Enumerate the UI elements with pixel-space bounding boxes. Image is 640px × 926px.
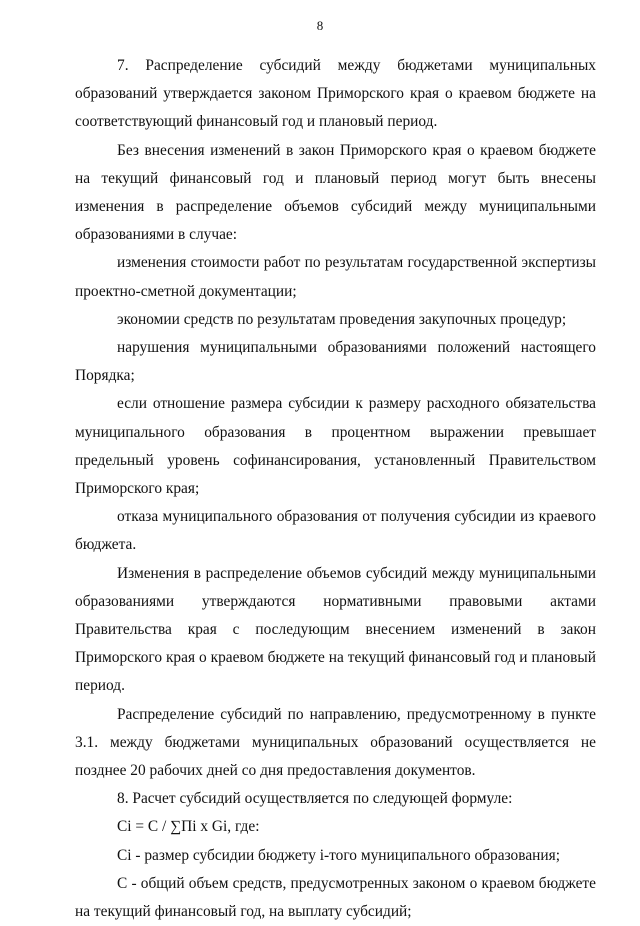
paragraph-condition-violation: нарушения муниципальными образованиями положений настоящего Порядка;: [75, 339, 596, 385]
paragraph-7-distribution: 7. Распределение субсидий между бюджетами муниципальных образований утверждается законом Приморского края о краевом бюджете на соответствующий финансовый год и плановый период.: [75, 57, 596, 131]
paragraph-changes-conditions: Без внесения изменений в закон Приморского края о краевом бюджете на текущий финансовый год и плановый период могут быть внесены изменения в распределение объемов субсидий между муниципальными образованиями в случае:: [75, 141, 596, 244]
paragraph-condition-cofinancing: если отношение размера субсидии к размеру расходного обязательства муниципального образования в процентном выражении превышает предельный уровень софинансирования, установленный Правительством Приморского края;: [75, 395, 596, 498]
paragraph-condition-savings: экономии средств по результатам проведения закупочных процедур;: [117, 310, 567, 328]
paragraph-condition-expertise: изменения стоимости работ по результатам государственной экспертизы проектно-сметной документации;: [75, 254, 596, 300]
paragraph-formula: Ci = C / ∑Пi x Gi, где:: [117, 818, 260, 836]
paragraph-changes-approval: Изменения в распределение объемов субсидий между муниципальными образованиями утверждаются нормативными правовыми актами Правительства края с последующим внесением изменений в закон Приморского края о краевом бюджете на текущий финансовый год и плановый период.: [75, 564, 596, 695]
paragraph-formula-ci: Ci - размер субсидии бюджету i-того муниципального образования;: [117, 846, 560, 864]
document-body: [75, 52, 596, 926]
paragraph-distribution-deadline: Распределение субсидий по направлению, предусмотренному в пункте 3.1. между бюджетами муниципальных образований осуществляется не позднее 20 рабочих дней со дня предоставления документов.: [75, 705, 596, 780]
paragraph-condition-refusal: отказа муниципального образования от получения субсидии из краевого бюджета.: [75, 508, 596, 554]
paragraph-8-formula-intro: 8. Расчет субсидий осуществляется по следующей формуле:: [117, 790, 513, 808]
page-number: 8: [316, 18, 324, 33]
paragraph-formula-c: С - общий объем средств, предусмотренных законом о краевом бюджете на текущий финансовый год, на выплату субсидий;: [75, 874, 596, 921]
